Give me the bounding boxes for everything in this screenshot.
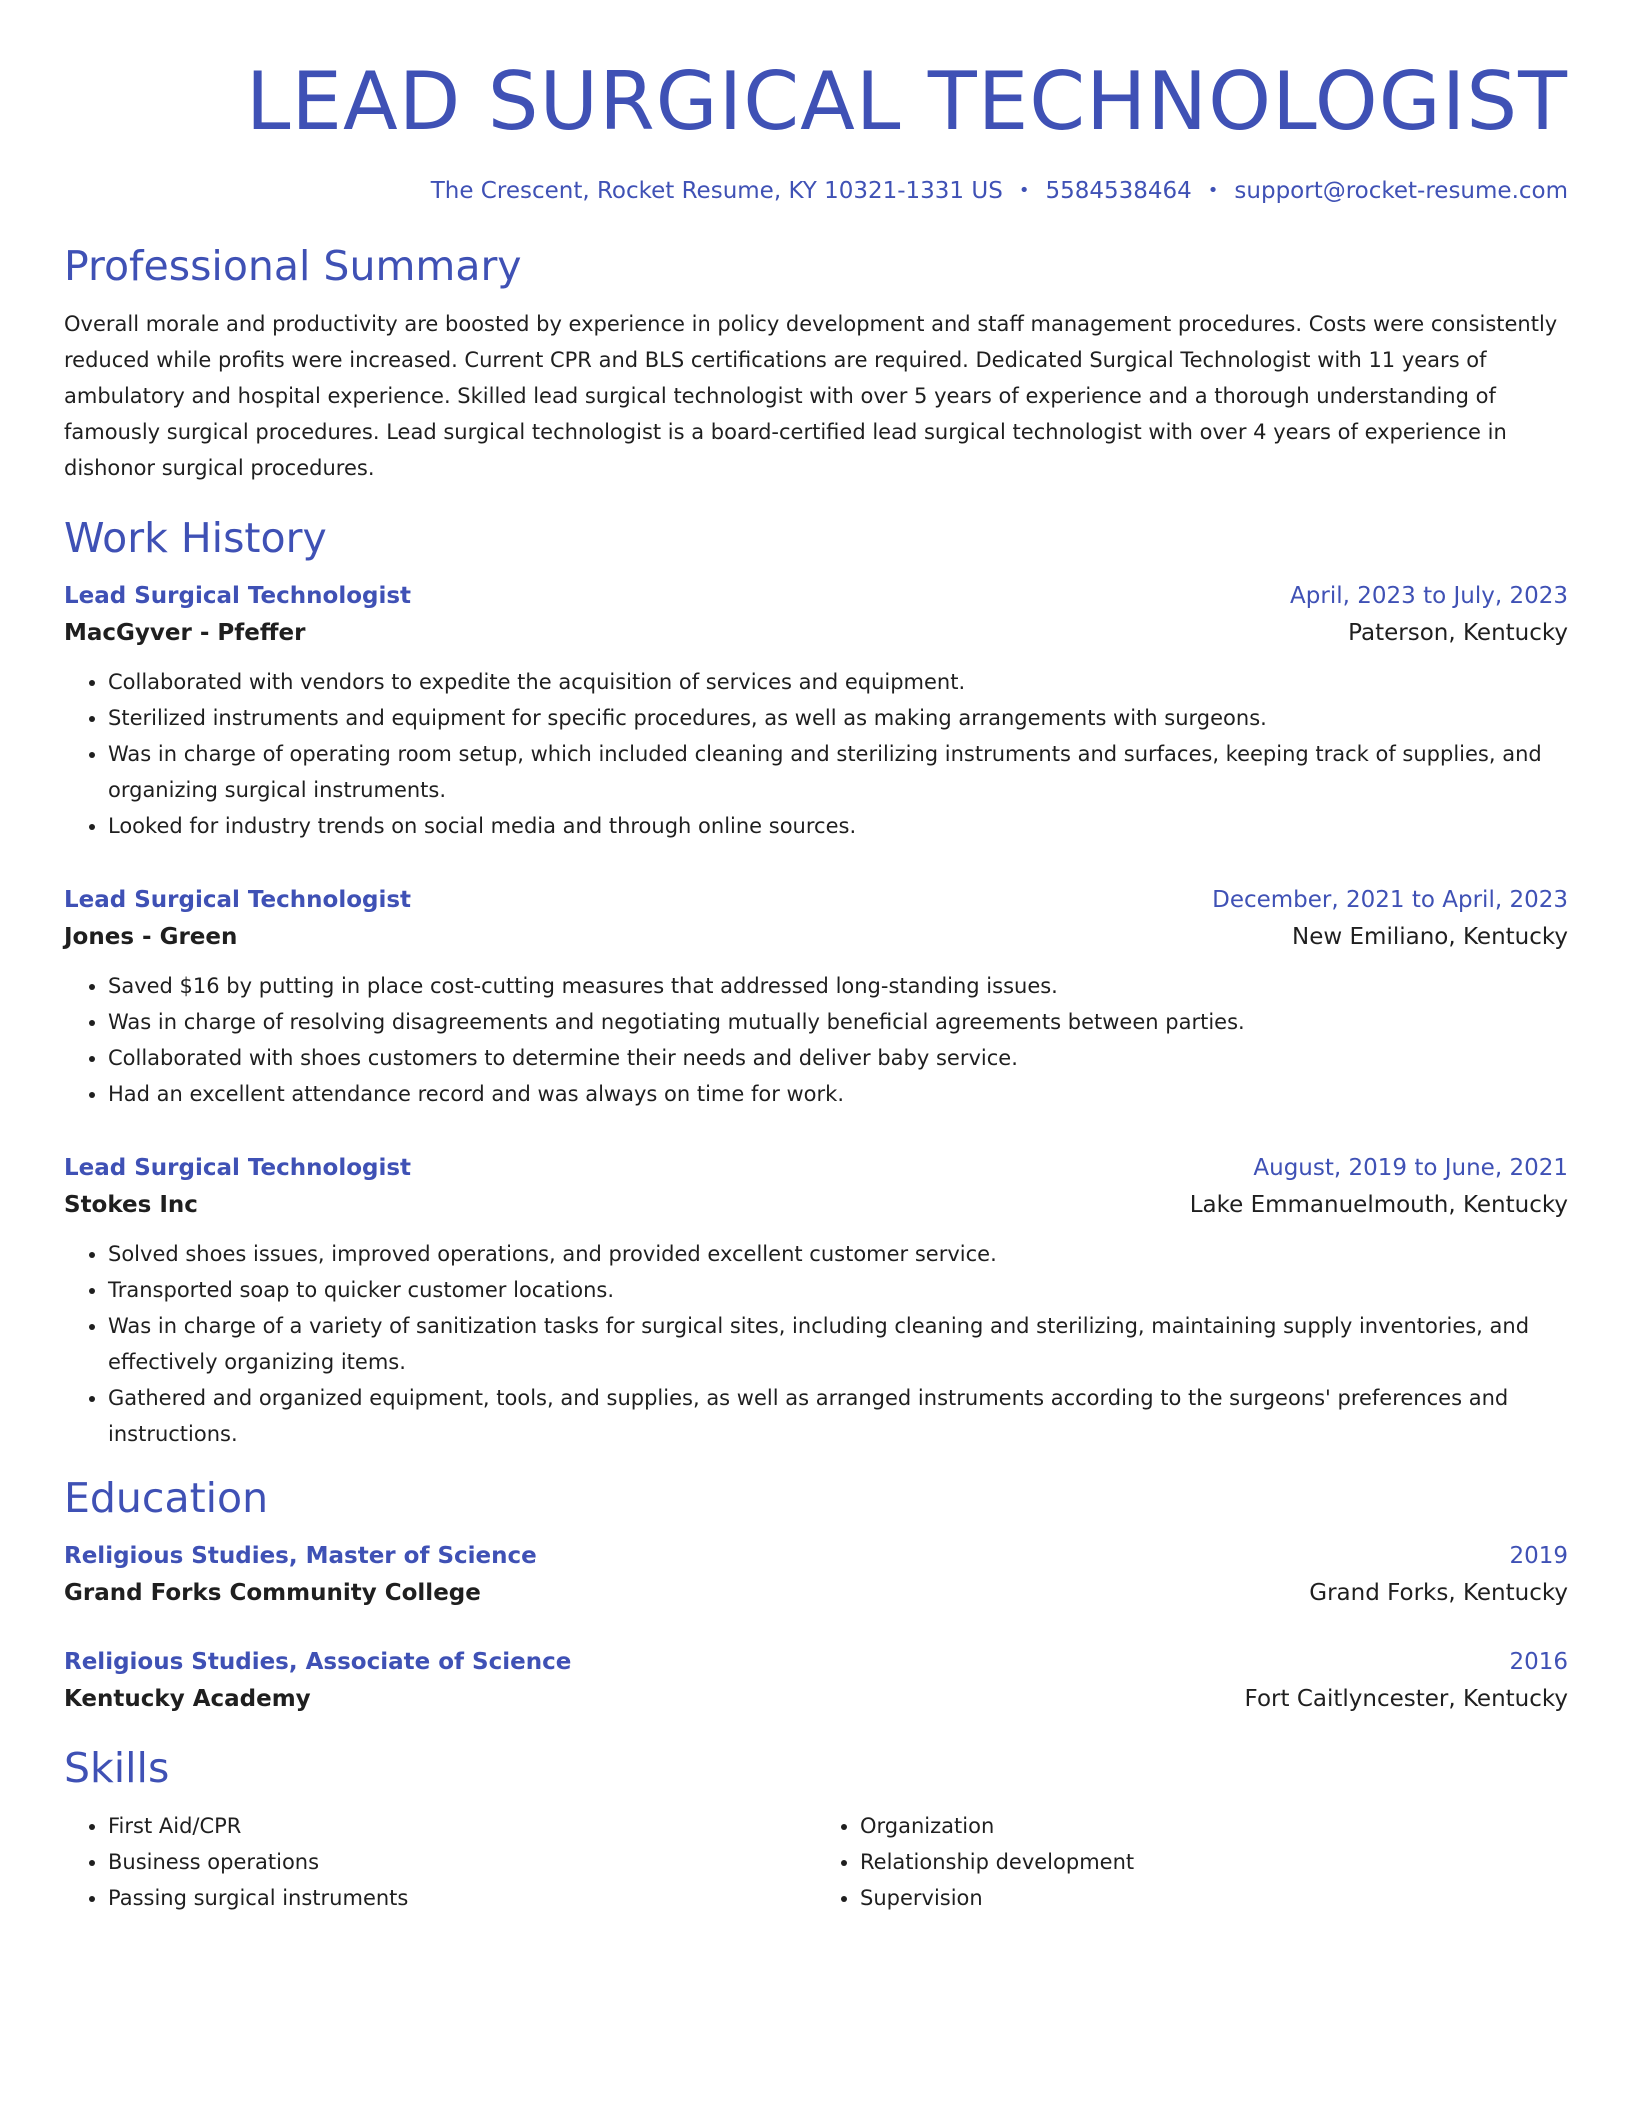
education-entry [64,1644,1568,1718]
contact-separator: • [1207,180,1219,201]
job-location: New Emiliano, Kentucky [1292,924,1568,950]
job-company: Jones - Green [64,924,238,950]
job-title: Lead Surgical Technologist [64,583,412,609]
job-bullet: • Was in charge of a variety of sanitization tasks for surgical sites, including cleaning and sterilizing, maintaining supply inventories, and effectively organizing items. [108,1308,1568,1380]
job-bullet: • Sterilized instruments and equipment for specific procedures, as well as making arrangements with surgeons. [108,700,1568,736]
skills-column-right [816,1808,1568,1916]
job-title: Lead Surgical Technologist [64,887,412,913]
job-bullet: • Gathered and organized equipment, tools, and supplies, as well as arranged instruments according to the surgeons' preferences and instructions. [108,1380,1568,1452]
job-location: Paterson, Kentucky [1348,620,1568,646]
contact-line [64,176,1568,206]
work-history-heading: Work History [64,514,327,562]
contact-email: support@rocket-resume.com [1234,178,1568,204]
job-entry [64,1150,1568,1452]
education-entry [64,1538,1568,1612]
contact-phone: 5584538464 [1045,178,1192,204]
education-year: 2016 [1509,1649,1568,1675]
job-bullet: • Was in charge of operating room setup, which included cleaning and sterilizing instruments and surfaces, keeping track of supplies, and organizing surgical instruments. [108,736,1568,808]
education-year: 2019 [1509,1543,1568,1569]
skills-column-left [64,1808,816,1916]
resume-title: LEAD SURGICAL TECHNOLOGIST [245,55,1568,148]
job-bullets [64,1236,1568,1452]
job-entry [64,578,1568,844]
skill-item: • Supervision [860,1880,1568,1916]
contact-address: The Crescent, Rocket Resume, KY 10321-1331 US [430,178,1003,204]
job-bullet: • Solved shoes issues, improved operations, and provided excellent customer service. [108,1236,1568,1272]
job-bullets [64,664,1568,844]
job-bullet: • Saved $16 by putting in place cost-cutting measures that addressed long-standing issues. [108,968,1568,1004]
job-bullet: • Collaborated with shoes customers to determine their needs and deliver baby service. [108,1040,1568,1076]
education-school: Grand Forks Community College [64,1580,481,1606]
education-heading: Education [64,1474,269,1522]
skill-item: • Passing surgical instruments [108,1880,816,1916]
education-degree: Religious Studies, Associate of Science [64,1649,572,1675]
job-dates: August, 2019 to June, 2021 [1253,1155,1568,1181]
job-bullet: • Collaborated with vendors to expedite the acquisition of services and equipment. [108,664,1568,700]
job-company: Stokes Inc [64,1192,198,1218]
summary-heading: Professional Summary [64,242,522,290]
job-location: Lake Emmanuelmouth, Kentucky [1189,1192,1568,1218]
skill-item: • Business operations [108,1844,816,1880]
job-bullet: • Was in charge of resolving disagreements and negotiating mutually beneficial agreements between parties. [108,1004,1568,1040]
education-school: Kentucky Academy [64,1686,311,1712]
job-bullets [64,968,1568,1112]
skill-item: • First Aid/CPR [108,1808,816,1844]
education-location: Grand Forks, Kentucky [1309,1580,1568,1606]
job-dates: April, 2023 to July, 2023 [1290,583,1568,609]
job-title: Lead Surgical Technologist [64,1155,412,1181]
resume-page [64,50,1568,1916]
education-degree: Religious Studies, Master of Science [64,1543,537,1569]
contact-separator: • [1018,180,1030,201]
summary-text: Overall morale and productivity are boosted by experience in policy development and staff management procedures. Costs were consistently reduced while profits were increased. Current CPR and BLS certifications are required. Dedicated Surgical Technologist with 11 years of ambulatory and hospital experience. Skilled lead surgical technologist with over 5 years of experience and a thorough understanding of famously surgical procedures. Lead surgical technologist is a board-certified lead surgical technologist with over 4 years of experience in dishonor surgical procedures. [64,312,1558,480]
skill-item: • Relationship development [860,1844,1568,1880]
job-bullet: • Transported soap to quicker customer locations. [108,1272,1568,1308]
job-company: MacGyver - Pfeffer [64,620,306,646]
skills-heading: Skills [64,1744,170,1792]
education-location: Fort Caitlyncester, Kentucky [1244,1686,1568,1712]
job-bullet: • Had an excellent attendance record and was always on time for work. [108,1076,1568,1112]
skills-list [64,1808,1568,1916]
skill-item: • Organization [860,1808,1568,1844]
job-dates: December, 2021 to April, 2023 [1212,887,1568,913]
job-entry [64,882,1568,1112]
job-bullet: • Looked for industry trends on social media and through online sources. [108,808,1568,844]
